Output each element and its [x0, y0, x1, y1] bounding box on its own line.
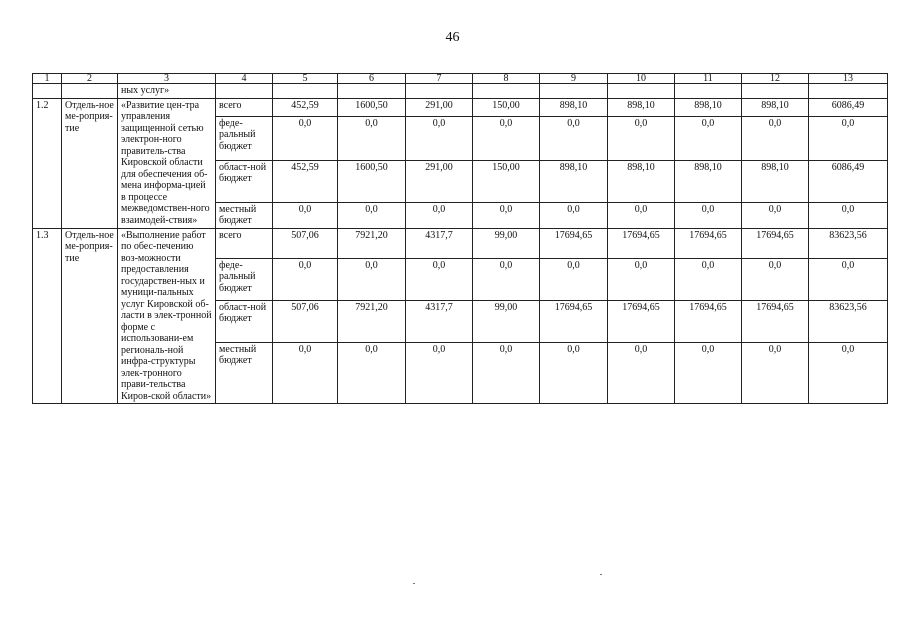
value-cell: 898,10 [675, 160, 742, 202]
value-cell: 0,0 [742, 342, 809, 404]
value-cell: 0,0 [608, 202, 675, 228]
scan-speck [600, 574, 602, 575]
value-cell: 0,0 [675, 258, 742, 300]
value-cell: 898,10 [608, 160, 675, 202]
section-number: 1.2 [33, 98, 62, 228]
column-number: 12 [742, 74, 809, 84]
column-number: 10 [608, 74, 675, 84]
column-number: 9 [540, 74, 608, 84]
table-row [33, 228, 888, 258]
funding-source: област-ной бюджет [216, 300, 273, 342]
value-cell: 0,0 [675, 202, 742, 228]
value-cell: 0,0 [473, 342, 540, 404]
section-type: Отдель-ное ме-роприя-тие [62, 228, 118, 404]
value-cell: 4317,7 [406, 300, 473, 342]
value-cell: 17694,65 [675, 228, 742, 258]
value-cell: 452,59 [273, 160, 338, 202]
value-cell: 0,0 [273, 202, 338, 228]
funding-source: феде-ральный бюджет [216, 116, 273, 160]
value-cell: 7921,20 [338, 300, 406, 342]
value-cell: 0,0 [809, 258, 888, 300]
value-cell: 0,0 [406, 342, 473, 404]
value-cell: 507,06 [273, 228, 338, 258]
column-number: 8 [473, 74, 540, 84]
value-cell: 0,0 [540, 202, 608, 228]
funding-source: местный бюджет [216, 342, 273, 404]
value-cell: 0,0 [540, 116, 608, 160]
value-cell: 0,0 [675, 342, 742, 404]
value-cell: 1600,50 [338, 98, 406, 116]
funding-source: всего [216, 228, 273, 258]
column-number: 2 [62, 74, 118, 84]
section-type: Отдель-ное ме-роприя-тие [62, 98, 118, 228]
value-cell: 17694,65 [540, 300, 608, 342]
value-cell: 0,0 [608, 258, 675, 300]
value-cell: 0,0 [406, 116, 473, 160]
value-cell: 0,0 [273, 258, 338, 300]
page-number: 46 [445, 30, 460, 45]
value-cell: 0,0 [338, 116, 406, 160]
value-cell: 0,0 [473, 202, 540, 228]
value-cell: 0,0 [473, 116, 540, 160]
value-cell: 898,10 [742, 98, 809, 116]
value-cell: 150,00 [473, 98, 540, 116]
value-cell: 898,10 [540, 160, 608, 202]
column-number-row [33, 74, 888, 84]
continuation-row [33, 84, 888, 99]
value-cell: 17694,65 [742, 300, 809, 342]
column-number: 7 [406, 74, 473, 84]
value-cell: 0,0 [540, 258, 608, 300]
value-cell: 83623,56 [809, 228, 888, 258]
value-cell: 4317,7 [406, 228, 473, 258]
value-cell: 898,10 [675, 98, 742, 116]
value-cell: 0,0 [273, 342, 338, 404]
column-number: 11 [675, 74, 742, 84]
value-cell: 150,00 [473, 160, 540, 202]
value-cell: 17694,65 [675, 300, 742, 342]
funding-source: област-ной бюджет [216, 160, 273, 202]
value-cell: 0,0 [809, 342, 888, 404]
value-cell: 898,10 [608, 98, 675, 116]
value-cell: 291,00 [406, 98, 473, 116]
value-cell: 6086,49 [809, 160, 888, 202]
continuation-text: ных услуг» [118, 84, 216, 99]
value-cell: 898,10 [742, 160, 809, 202]
value-cell: 83623,56 [809, 300, 888, 342]
section-name: «Выполнение работ по обес-печению воз-можности предоставления государствен-ных и муници-пальных услуг Кировской об-ласти в элек-тронной форме с использовани-ем региональ-ной инфра-структуры элек-тронного прави-тельства Киров-ской области» [118, 228, 216, 404]
column-number: 6 [338, 74, 406, 84]
budget-table [32, 73, 888, 404]
section-name: «Развитие цен-тра управления защищенной сетью электрон-ного правитель-ства Кировской области для обеспечения об-мена информа-цией в процессе межведомствен-ного взаимодей-ствия» [118, 98, 216, 228]
value-cell: 17694,65 [608, 228, 675, 258]
value-cell: 291,00 [406, 160, 473, 202]
value-cell: 7921,20 [338, 228, 406, 258]
value-cell: 0,0 [742, 202, 809, 228]
value-cell: 0,0 [809, 202, 888, 228]
value-cell: 0,0 [608, 342, 675, 404]
scan-speck [413, 583, 415, 584]
funding-source: местный бюджет [216, 202, 273, 228]
value-cell: 0,0 [406, 202, 473, 228]
value-cell: 0,0 [608, 116, 675, 160]
table-row [33, 98, 888, 116]
column-number: 1 [33, 74, 62, 84]
value-cell: 0,0 [338, 202, 406, 228]
value-cell: 0,0 [742, 258, 809, 300]
value-cell: 0,0 [273, 116, 338, 160]
column-number: 3 [118, 74, 216, 84]
value-cell: 17694,65 [540, 228, 608, 258]
value-cell: 0,0 [540, 342, 608, 404]
value-cell: 0,0 [338, 258, 406, 300]
column-number: 4 [216, 74, 273, 84]
value-cell: 17694,65 [742, 228, 809, 258]
value-cell: 17694,65 [608, 300, 675, 342]
value-cell: 898,10 [540, 98, 608, 116]
value-cell: 1600,50 [338, 160, 406, 202]
value-cell: 507,06 [273, 300, 338, 342]
value-cell: 6086,49 [809, 98, 888, 116]
column-number: 13 [809, 74, 888, 84]
section-number: 1.3 [33, 228, 62, 404]
value-cell: 0,0 [809, 116, 888, 160]
value-cell: 0,0 [406, 258, 473, 300]
value-cell: 452,59 [273, 98, 338, 116]
funding-source: феде-ральный бюджет [216, 258, 273, 300]
value-cell: 99,00 [473, 228, 540, 258]
value-cell: 0,0 [675, 116, 742, 160]
value-cell: 99,00 [473, 300, 540, 342]
value-cell: 0,0 [473, 258, 540, 300]
funding-source: всего [216, 98, 273, 116]
value-cell: 0,0 [338, 342, 406, 404]
value-cell: 0,0 [742, 116, 809, 160]
column-number: 5 [273, 74, 338, 84]
